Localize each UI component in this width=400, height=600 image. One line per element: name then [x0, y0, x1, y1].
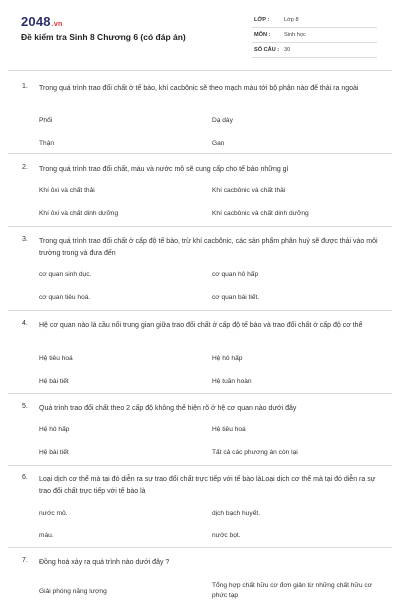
question-number: 2.	[22, 164, 28, 171]
answer-option[interactable]: Hệ hô hấp	[39, 426, 70, 433]
site-logo[interactable]	[21, 14, 62, 29]
logo-suffix: .vn	[51, 21, 63, 28]
answer-option[interactable]: nước mô.	[39, 510, 68, 517]
answer-option[interactable]: cơ quan bài tiết.	[212, 294, 260, 301]
answer-option[interactable]: Hệ tuần hoàn	[212, 378, 252, 385]
meta-class	[252, 13, 377, 28]
page-header	[0, 0, 400, 68]
answer-option[interactable]: cơ quan sinh dục.	[39, 271, 92, 278]
answer-option[interactable]: Hệ tiêu hoá	[212, 426, 246, 433]
answer-option[interactable]: dịch bạch huyết.	[212, 510, 261, 517]
divider	[8, 153, 392, 154]
question-text: Trong quá trình trao đổi chất ở tế bào, khí cacbônic sẽ theo mạch máu tới bộ phận nào để thải ra ngoài	[39, 85, 359, 92]
answer-option[interactable]: Giải phóng năng lượng	[39, 588, 107, 595]
divider	[8, 70, 392, 71]
divider	[8, 547, 392, 548]
question-text: Loại dịch cơ thể mà tại đó diễn ra sự trao đổi chất trực tiếp với tế bào làLoại dịch cơ thể mà tại đó diễn ra sự trao đổi chất trực tiếp với tế bào là	[39, 476, 376, 495]
question-text: Đồng hoá xảy ra quá trình nào dưới đây ?	[39, 559, 170, 566]
answer-option[interactable]: Khí cacbônic và chất thải	[212, 187, 286, 194]
question-text: Trong quá trình trao đổi chất, máu và nước mô sẽ cung cấp cho tế bào những gì	[39, 166, 289, 173]
question-number: 3.	[22, 236, 28, 243]
question-text: Quá trình trao đổi chất theo 2 cấp độ không thể hiện rõ ở hệ cơ quan nào dưới đây	[39, 405, 297, 412]
question-number: 6.	[22, 474, 28, 481]
meta-subject	[252, 28, 377, 43]
answer-option[interactable]: máu.	[39, 532, 54, 539]
divider	[8, 310, 392, 311]
meta-label: LỚP :	[254, 17, 270, 23]
divider	[8, 226, 392, 227]
meta-count	[252, 43, 377, 58]
answer-option[interactable]: Dạ dày	[212, 117, 233, 124]
question-text: Hệ cơ quan nào là cầu nối trung gian giữa trao đổi chất ở cấp độ tế bào và trao đổi chất ở cấp độ cơ thể	[39, 322, 363, 329]
answer-option[interactable]: Khí cacbônic và chất dinh dưỡng	[212, 210, 309, 217]
question-number: 1.	[22, 83, 28, 90]
divider	[8, 393, 392, 394]
answer-option[interactable]: Khí ôxi và chất dinh dưỡng	[39, 210, 119, 217]
answer-option[interactable]: Hệ bài tiết	[39, 449, 69, 456]
answer-option[interactable]: cơ quan hô hấp	[212, 271, 259, 278]
meta-label: SỐ CÂU :	[254, 47, 280, 53]
answer-option[interactable]: cơ quan tiêu hoá.	[39, 294, 91, 301]
question-number: 4.	[22, 320, 28, 327]
answer-option[interactable]: Gan	[212, 140, 225, 147]
question-number: 7.	[22, 557, 28, 564]
question-text: Trong quá trình trao đổi chất ở cấp độ tế bào, trừ khí cacbônic, các sản phẩm phân huỷ sẽ được thải vào môi trường trong và đưa đến	[39, 238, 378, 257]
meta-label: MÔN :	[254, 32, 271, 38]
answer-option[interactable]: Tất cả các phương án còn lại	[212, 449, 298, 456]
question-number: 5.	[22, 403, 28, 410]
meta-value: Lớp 8	[284, 17, 299, 23]
answer-option[interactable]: nước bọt.	[212, 532, 241, 539]
meta-value: Sinh học	[284, 32, 306, 38]
answer-option[interactable]: Hệ tiêu hoá	[39, 355, 73, 362]
answer-option[interactable]: Hệ hô hấp	[212, 355, 243, 362]
page-title: Đề kiểm tra Sinh 8 Chương 6 (có đáp án)	[21, 32, 186, 42]
answer-option[interactable]: Hệ bài tiết	[39, 378, 69, 385]
answer-option[interactable]: Tổng hợp chất hữu cơ đơn giản từ những chất hữu cơ phức tạp	[212, 582, 372, 599]
answer-option[interactable]: Khí ôxi và chất thải	[39, 187, 95, 194]
meta-value: 30	[284, 47, 291, 53]
answer-option[interactable]: Phổi	[39, 117, 53, 124]
answer-option[interactable]: Thận	[39, 140, 55, 147]
divider	[8, 465, 392, 466]
logo-text: 2048	[21, 14, 51, 29]
